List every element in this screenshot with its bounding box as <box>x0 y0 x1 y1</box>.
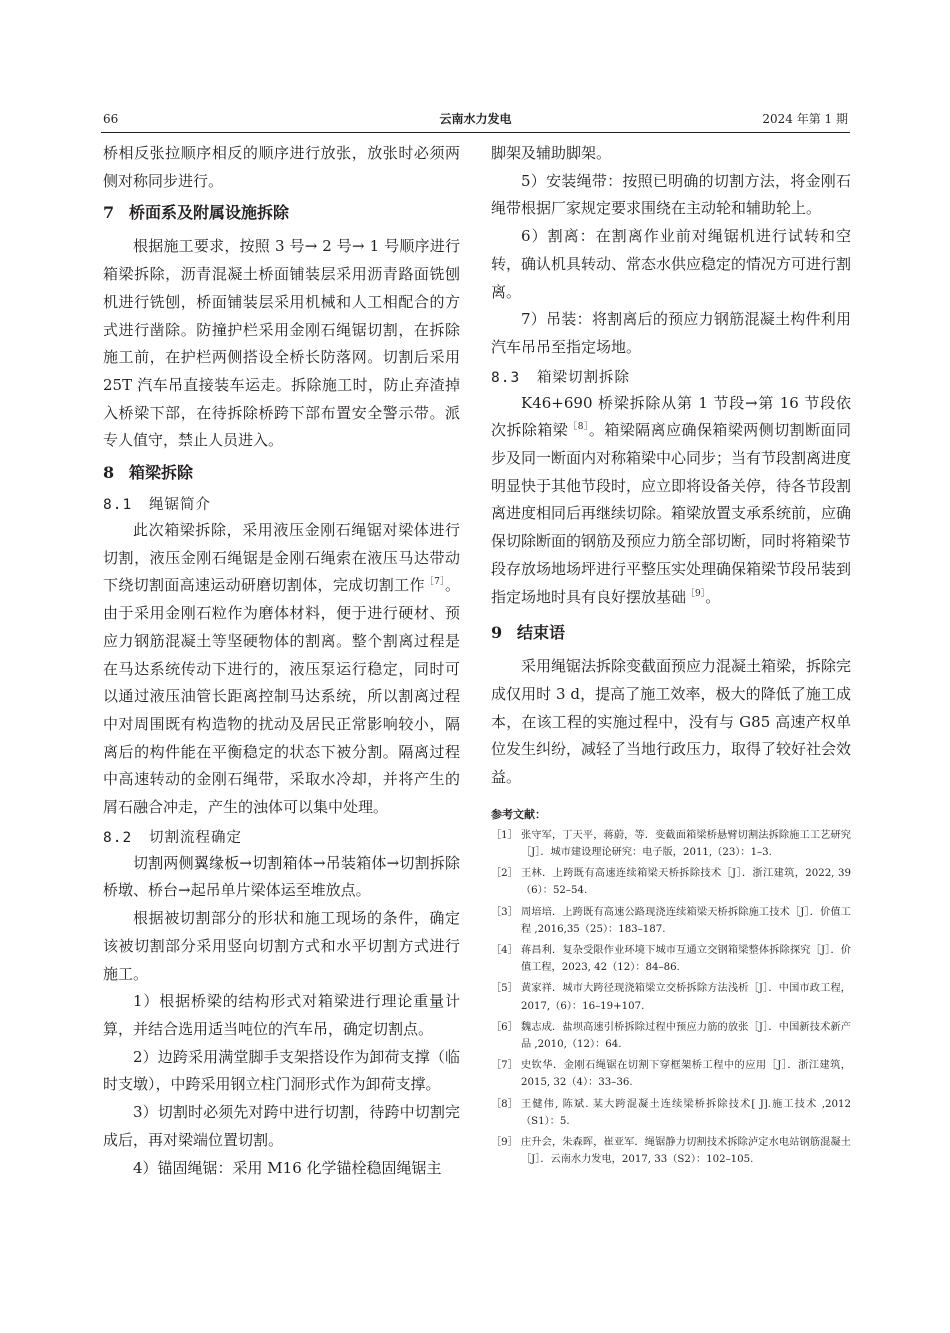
cutting-method-paragraph: 根据被切割部分的形状和施工现场的条件，确定该被切割部分采用竖向切割方式和水平切割方式进行施工。 <box>103 909 460 983</box>
section-number: 9 <box>491 623 503 643</box>
subsection-8-2-heading <box>103 826 460 850</box>
citation: ［9］ <box>686 588 706 599</box>
header-rule <box>101 132 850 133</box>
subsection-8-3-paragraph <box>491 390 851 612</box>
reference-tag: ［1］ <box>491 829 518 841</box>
reference-tag: ［8］ <box>491 1098 518 1110</box>
paragraph-text: 此次箱梁拆除，采用液压金刚石绳锯对梁体进行切割，液压金刚石绳锯是金刚石绳索在液压马达带动下绕切割面高速运动研磨切割体，完成切割工作 <box>103 521 460 595</box>
list-item-7: 7）吊装：将割离后的预应力钢筋混凝土构件利用汽车吊吊至指定场地。 <box>491 310 851 356</box>
reference-text: 史钦华．金刚石绳锯在切割下穿框架桥工程中的应用［J］．浙江建筑，2015, 32（4）：33–36. <box>521 1060 851 1089</box>
section-number: 8 <box>103 463 115 483</box>
right-column <box>491 140 851 1172</box>
conclusion-paragraph: 采用绳锯法拆除变截面预应力混凝土箱梁，拆除完成仅用时 3 d，提高了施工效率，极大的降低了施工成本，在该工程的实施过程中，没有与 G85 高速产权单位发生纠纷，减轻了当地行政压力，取得了较好社会效益。 <box>491 657 852 787</box>
section-title: 桥面系及附属设施拆除 <box>129 203 290 223</box>
list-item-4: 4）锚固绳锯：采用 M16 化学锚栓稳固绳锯主 <box>133 1158 442 1177</box>
paragraph-continued: 桥相反张拉顺序相反的顺序进行放张，放张时必须两侧对称同步进行。 <box>103 144 460 190</box>
reference-item <box>491 980 851 1014</box>
list-item-1: 1）根据桥梁的结构形式对箱梁进行理论重量计算，并结合选用适当吨位的汽车吊，确定切割点。 <box>103 992 460 1038</box>
reference-text: 张守军，丁天平，蒋蔚，等．变截面箱梁桥悬臂切割法拆除施工工艺研究［J］．城市建设理论研究：电子版，2011,（23）：1–3. <box>521 829 851 858</box>
list-item-3: 3）切割时必须先对跨中进行切割，待跨中切割完成后，再对梁端位置切割。 <box>103 1103 460 1149</box>
journal-name: 云南水力发电 <box>439 112 512 126</box>
reference-item <box>491 904 851 938</box>
process-flow-paragraph: 切割两侧翼缘板→切割箱体→吊装箱体→切割拆除桥墩、桥台→起吊单片梁体运至堆放点。 <box>103 853 460 900</box>
subsection-title: 箱梁切割拆除 <box>537 369 630 386</box>
reference-item <box>491 1134 851 1168</box>
references-title: 参考文献： <box>491 807 546 821</box>
reference-item <box>491 1019 851 1053</box>
section-title: 箱梁拆除 <box>129 463 194 483</box>
citation: ［7］ <box>424 577 445 588</box>
reference-item <box>491 827 851 861</box>
page-number: 66 <box>103 112 119 126</box>
subsection-number: 8.1 <box>103 497 133 514</box>
paragraph-text: 。由于采用金刚石粒作为磨体材料，便于进行硬材、预应力钢筋混凝土等坚硬物体的割离。整个割离过程是在马达系统传动下进行的，液压泵运行稳定，同时可以通过液压油管长距离控制马达系统，所以割离过程中对周围既有构造物的扰动及居民正常影响较小，隔离后的构件能在平衡稳定的状态下被分割。隔离过程中高速转动的金刚石绳带，采取水冷却，并将产生的屑石融合冲走，产生的浊体可以集中处理。 <box>103 576 460 817</box>
subsection-8-1-heading <box>103 493 460 517</box>
reference-tag: ［4］ <box>491 944 518 956</box>
section-number: 7 <box>103 203 115 223</box>
reference-text: 王林．上跨既有高速连续箱梁天桥拆除技术［J］．浙江建筑，2022, 39（6）：52–54. <box>521 868 851 897</box>
subsection-title: 切割流程确定 <box>149 829 242 846</box>
reference-tag: ［9］ <box>491 1137 518 1149</box>
section-title: 结束语 <box>517 623 566 643</box>
reference-item <box>491 942 851 976</box>
issue-label: 2024 年第 1 期 <box>762 112 848 126</box>
section-7-heading <box>103 201 460 225</box>
left-column <box>103 140 460 1182</box>
reference-tag: ［6］ <box>491 1021 518 1033</box>
reference-text: 王健伟, 陈斌. 某大跨混凝土连续梁桥拆除技术[ J].施工技术 ,2012（S1）：5. <box>521 1098 851 1127</box>
subsection-number: 8.3 <box>491 369 521 386</box>
reference-text: 蒋昌利．复杂受限作业环境下城市互通立交钢箱梁整体拆除探究［J］．价值工程，2023, 42（12）：84–86. <box>521 944 851 974</box>
section-9-heading <box>491 621 851 645</box>
section-8-heading <box>103 461 460 485</box>
reference-text: 周培培．上跨既有高速公路现浇连续箱梁天桥拆除施工技术［J］．价值工程 ,2016,35（25）：183–187. <box>521 906 851 935</box>
reference-text: 黄家祥．城市大跨径现浇箱梁立交桥拆除方法浅析［J］．中国市政工程，2017,（6）：16–19+107. <box>521 983 851 1012</box>
list-item-5: 5）安装绳带：按照已明确的切割方法，将金刚石绳带根据厂家规定要求围绕在主动轮和辅助轮上。 <box>491 171 851 218</box>
reference-tag: ［5］ <box>491 983 518 995</box>
references-list <box>491 827 851 1169</box>
subsection-8-1-paragraph <box>103 517 460 822</box>
paragraph-continued: 脚架及辅助脚架。 <box>491 144 612 162</box>
reference-text: 庄升会，朱森晖，崔亚军．绳锯静力切割技术拆除泸定水电站钢筋混凝土［J］．云南水力发电，2017, 33（S2）：102–105. <box>521 1137 851 1166</box>
reference-text: 魏志成．盐坝高速引桥拆除过程中预应力筋的放张［J］．中国新技术新产品 ,2010,（12）：64. <box>521 1021 851 1050</box>
list-item-2: 2）边跨采用满堂脚手支架搭设作为卸荷支撑（临时支墩），中跨采用钢立柱门洞形式作为卸荷支撑。 <box>103 1047 460 1094</box>
paragraph-text: K46+690 桥梁拆除从第 1 节段→第 16 节段依次拆除箱梁 <box>491 393 851 440</box>
subsection-title: 绳锯简介 <box>149 497 211 514</box>
citation: ［8］ <box>568 422 589 433</box>
reference-item <box>491 865 851 899</box>
reference-tag: ［3］ <box>491 906 518 918</box>
reference-item <box>491 1057 851 1091</box>
paragraph-text: 。 <box>705 587 721 606</box>
page-header <box>103 109 848 129</box>
paragraph-text: 。箱梁隔离应确保箱梁两侧切割断面同步及同一断面内对称箱梁中心同步；当有节段割离进度明显快于其他节段时，应立即将设备关停，待各节段割离进度相同后再继续切除。箱梁放置支承系统前，应确保切除断面的钢筋及预应力筋全部切断，同时将箱梁节段存放场地场坪进行平整压实处理确保箱梁节段吊装到指定场地时具有良好摆放基础 <box>491 421 852 606</box>
subsection-number: 8.2 <box>103 829 133 846</box>
subsection-8-3-heading <box>491 366 851 390</box>
list-item-6: 6）割离：在割离作业前对绳锯机进行试转和空转，确认机具转动、常态水供应稳定的情况方可进行割离。 <box>491 227 852 301</box>
reference-tag: ［2］ <box>491 868 518 880</box>
reference-item <box>491 1096 851 1130</box>
section-7-paragraph: 根据施工要求，按照 3 号→ 2 号→ 1 号顺序进行箱梁拆除，沥青混凝土桥面铺装层采用沥青路面铣刨机进行铣刨，桥面铺装层采用机械和人工相配合的方式进行凿除。防撞护栏采用金刚石绳锯切割，在拆除施工前，在护栏两侧搭设全桥长防落网。切割后采用 25T 汽车吊直接装车运走。拆除施工时，防止弃渣掉入桥梁下部，在待拆除桥跨下部布置安全警示带。派专人值守，禁止人员进入。 <box>103 237 460 450</box>
reference-tag: ［7］ <box>491 1060 518 1072</box>
